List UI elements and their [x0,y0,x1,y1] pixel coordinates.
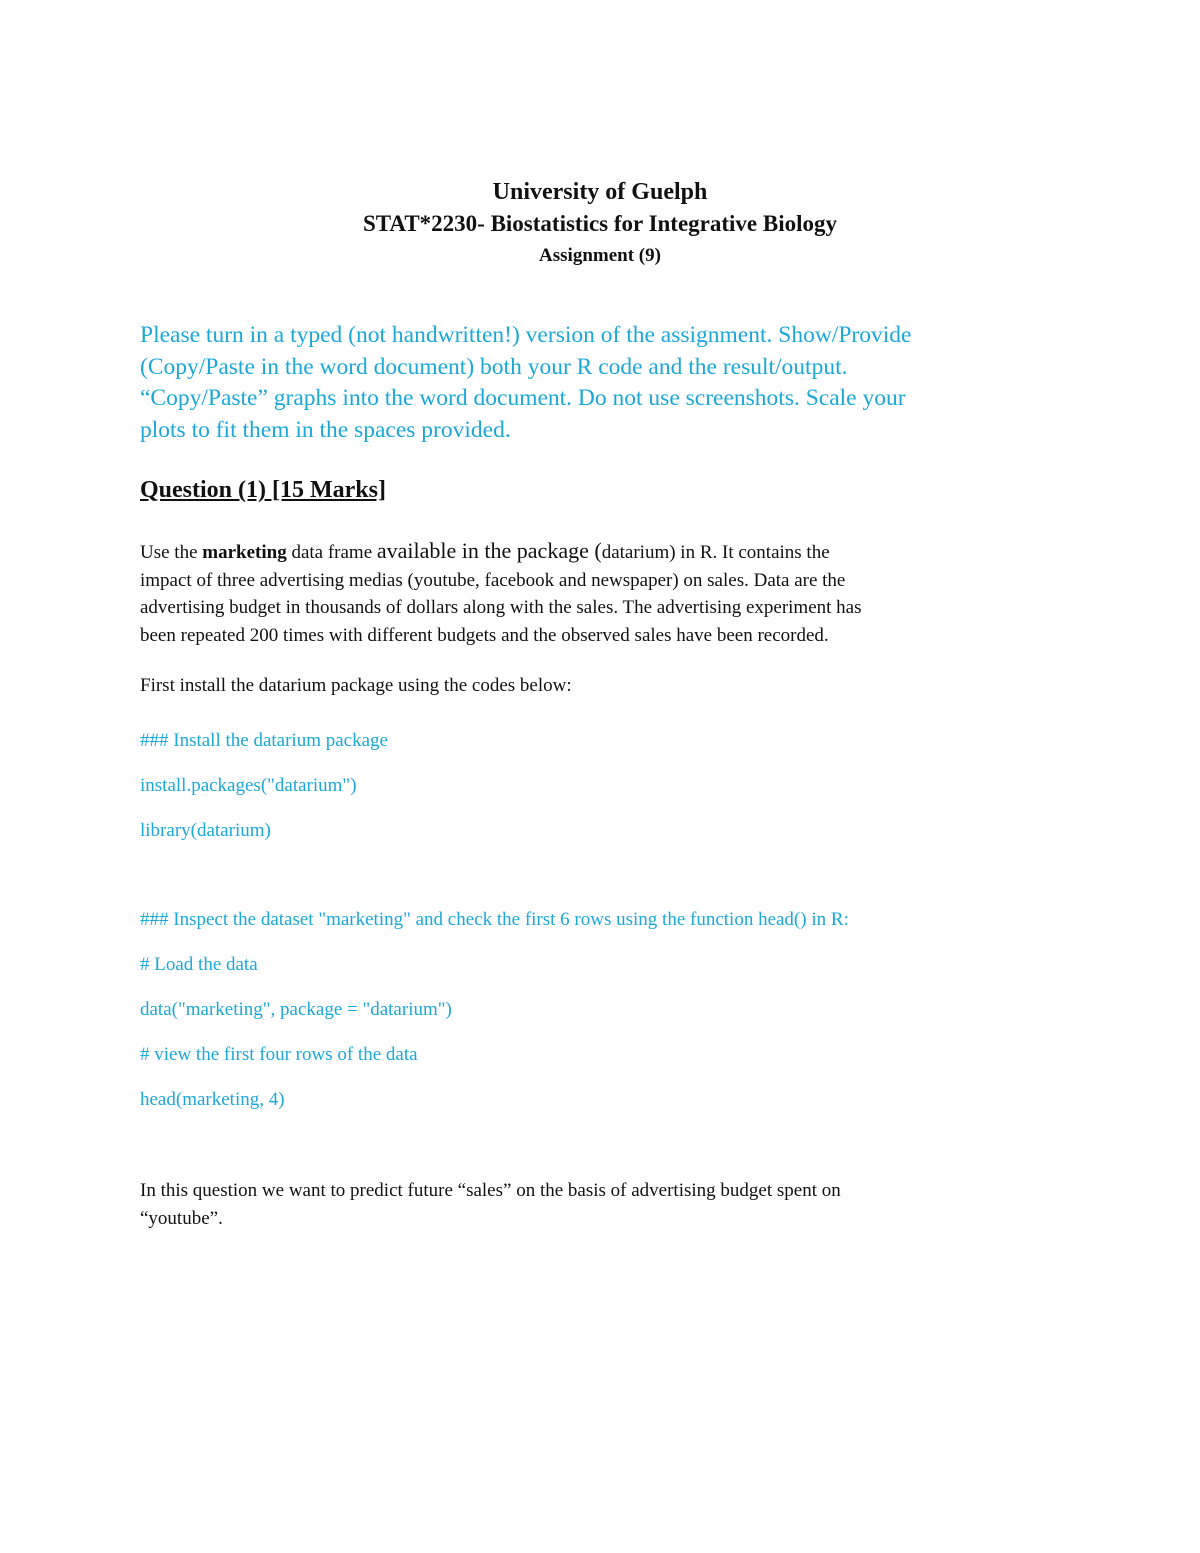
instructions-line-3: “Copy/Paste” graphs into the word document. Do not use screenshots. Scale your [140,385,906,411]
intro-rest-line-1: datarium) in R. It contains the [601,542,830,563]
code-comment-inspect: ### Inspect the dataset "marketing" and check the first 6 rows using the function head() in R: [140,909,849,930]
intro-line-3: advertising budget in thousands of dollars along with the sales. The advertising experiment has [140,597,862,618]
question-prompt [140,1177,1070,1232]
intro-available: available in the package ( [376,538,602,563]
closing-line-2: “youtube”. [140,1207,223,1229]
code-comment-view: # view the first four rows of the data [140,1044,418,1065]
assignment-number: Assignment (9) [539,245,661,266]
submission-instructions [140,320,1070,446]
instructions-line-1: Please turn in a typed (not handwritten!) version of the assignment. Show/Provide [140,322,912,348]
intro-line-2: impact of three advertising medias (youtube, facebook and newspaper) on sales. Data are the [140,569,846,591]
code-library: library(datarium) [140,820,271,841]
closing-line-1: In this question we want to predict future “sales” on the basis of advertising budget spent on [140,1180,841,1201]
intro-data-frame: data frame [286,542,377,563]
intro-marketing: marketing [202,542,287,563]
instructions-line-2: (Copy/Paste in the word document) both your R code and the result/output. [140,353,848,380]
code-comment-install: ### Install the datarium package [140,730,388,751]
code-head-call: head(marketing, 4) [140,1089,285,1110]
code-comment-load: # Load the data [140,954,258,975]
code-install-packages: install.packages("datarium") [140,775,357,796]
code-data-call: data("marketing", package = "datarium") [140,999,452,1020]
intro-use-the: Use the [140,542,203,563]
question-intro [140,537,1070,649]
university-name: University of Guelph [492,179,708,205]
instructions-line-4: plots to fit them in the spaces provided. [140,416,511,443]
document-header [0,176,1200,270]
intro-line-4: been repeated 200 times with different budgets and the observed sales have been recorded. [140,624,829,646]
course-title: STAT*2230- Biostatistics for Integrative Biology [362,211,838,236]
install-instruction: First install the datarium package using the codes below: [140,675,572,696]
question-title: Question (1) [15 Marks] [140,477,386,503]
